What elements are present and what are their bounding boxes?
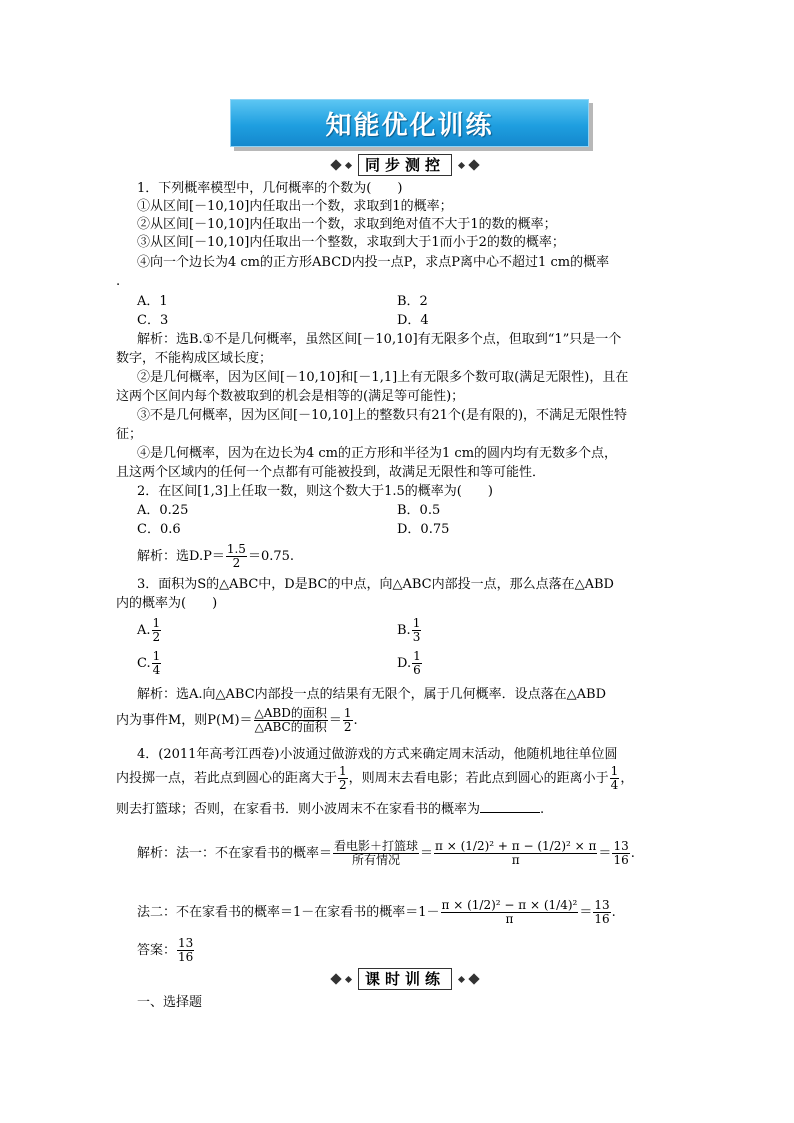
fraction-denominator: 2 (152, 630, 161, 644)
option-fraction (412, 617, 422, 644)
period: . (630, 846, 635, 861)
q1-solution-line: 征； (116, 427, 143, 442)
section-header-sync (329, 154, 481, 176)
option-label: D. (397, 656, 412, 671)
option-fraction (152, 650, 162, 677)
q1-solution-line: 且这两个区域内的任何一个点都有可能被投到，故满足无限性和等可能性． (116, 465, 546, 480)
method-prefix: 解析：法一：不在家看书的概率＝ (137, 846, 333, 861)
fraction-denominator: △ABC的面积 (254, 720, 327, 734)
q1-item-3: ③从区间[－10,10]内任取出一个整数，求取到大于1而小于2的数的概率； (137, 235, 565, 250)
fraction-numerator: 13 (613, 839, 629, 853)
diamond-icon (330, 973, 341, 984)
q1-stem: 1．下列概率模型中，几何概率的个数为( ) (137, 181, 403, 196)
equals-sign: ＝ (579, 905, 593, 920)
option-label: B. (397, 623, 411, 638)
fraction-denominator: 2 (339, 778, 347, 792)
diamond-icon (458, 975, 465, 982)
q3-solution-line: 解析：选A.向△ABC内部投一点的结果有无限个，属于几何概率．设点落在△ABD (137, 687, 607, 702)
fraction-denominator: 4 (610, 778, 619, 792)
stem-text: 内投掷一点，若此点到圆心的距离大于 (116, 771, 338, 786)
fraction-denominator: 2 (343, 720, 352, 734)
fraction-denominator: 2 (232, 556, 241, 570)
answer-blank (480, 800, 540, 813)
q1-solution-line: 数字，不能构成区域长度； (116, 351, 273, 366)
q3-stem-line: 内的概率为( ) (116, 596, 218, 611)
fraction-numerator: 看电影＋打篮球 (334, 839, 419, 853)
diamond-icon (458, 161, 465, 168)
period: . (353, 713, 358, 728)
q4-answer (137, 934, 195, 968)
method-1-result (612, 840, 629, 867)
diamond-icon (345, 975, 352, 982)
section-header-course (329, 968, 481, 990)
diamond-icon (345, 161, 352, 168)
q1-solution-line: ④是几何概率，因为在边长为4 cm的正方形和半径为1 cm的圆内均有无数多个点， (137, 446, 618, 461)
formula-prefix: 内为事件M，则P(M)＝ (116, 713, 253, 728)
fraction-denominator: 所有情况 (352, 853, 401, 867)
area-ratio-fraction (254, 707, 328, 734)
result-fraction (343, 707, 353, 734)
q3-solution-formula (116, 706, 358, 736)
fraction-numerator: △ABD的面积 (254, 706, 327, 720)
q2-option-d: D．0.75 (397, 522, 450, 537)
q3-option-c (137, 649, 162, 679)
fraction-numerator: 1 (412, 616, 421, 630)
fraction-numerator: 1.5 (226, 542, 246, 556)
equals-sign: ＝ (328, 713, 342, 728)
method-2-result (593, 899, 610, 926)
q2-option-c: C．0.6 (137, 522, 181, 537)
period: . (611, 905, 616, 920)
answer-fraction (177, 937, 194, 964)
fraction-numerator: π × (1/2)² + π − (1/2)² × π (435, 839, 597, 853)
fraction-numerator: 13 (178, 936, 194, 950)
q4-method-1 (137, 834, 635, 874)
fraction-numerator: 1 (610, 764, 619, 778)
option-fraction (152, 617, 162, 644)
q4-method-2 (137, 893, 616, 933)
q2-solution-suffix: ＝0.75. (247, 549, 295, 564)
fraction-denominator: 16 (594, 912, 610, 926)
q1-item-4-end: . (116, 274, 121, 289)
q1-option-b: B．2 (397, 294, 428, 309)
q1-solution-line: 这两个区间内每个数被取到的机会是相等的(满足等可能性)； (116, 389, 465, 404)
fraction-numerator: 1 (413, 649, 421, 663)
q1-solution-line: 解析：选B.①不是几何概率，虽然区间[－10,10]有无限多个点，但取到“1”只是一个 (137, 332, 622, 347)
section-title: 同步测控 (358, 154, 452, 176)
method-1-fraction (333, 840, 419, 867)
fraction-numerator: π × (1/2)² − π × (1/4)² (441, 898, 578, 912)
fraction-denominator: 3 (412, 630, 421, 644)
method-prefix: 法二：不在家看书的概率＝1－在家看书的概率＝1－ (137, 905, 440, 920)
fraction-denominator: π (505, 912, 514, 926)
part-heading: 一、选择题 (137, 995, 203, 1010)
option-label: C. (137, 656, 151, 671)
q1-solution-line: ③不是几何概率，因为区间[－10,10]上的整数只有21个(是有限的)，不满足无限性特 (137, 408, 628, 423)
q3-option-d (397, 649, 423, 679)
diamond-icon (468, 973, 479, 984)
q1-option-d: D．4 (397, 313, 429, 328)
section-title: 课时训练 (358, 968, 452, 990)
q2-solution (137, 541, 294, 573)
q4-stem-line: 4．(2011年高考江西卷)小波通过做游戏的方式来确定周末活动，他随机地往单位圆 (137, 747, 618, 762)
stem-fraction (338, 765, 348, 792)
q1-item-2: ②从区间[－10,10]内任取出一个数，求取到绝对值不大于1的数的概率； (137, 217, 557, 232)
fraction-denominator: 16 (613, 853, 629, 867)
q2-stem: 2．在区间[1,3]上任取一数，则这个数大于1.5的概率为( ) (137, 484, 493, 499)
method-2-expression (441, 899, 579, 926)
page-title: 知能优化训练 (325, 110, 494, 141)
q1-item-4: ④向一个边长为4 cm的正方形ABCD内投一点P，求点P离中心不超过1 cm的概率 (137, 255, 610, 270)
fraction-denominator: π (511, 853, 520, 867)
q1-option-c: C．3 (137, 313, 169, 328)
fraction-denominator: 6 (413, 663, 421, 677)
fraction-denominator: 4 (152, 663, 161, 677)
q2-option-b: B．0.5 (397, 503, 441, 518)
option-label: A. (137, 623, 151, 638)
fraction-numerator: 1 (152, 649, 161, 663)
fraction-denominator: 16 (178, 950, 194, 964)
title-banner (230, 99, 589, 147)
fraction-numerator: 13 (594, 898, 610, 912)
q3-stem-line: 3．面积为S的△ABC中，D是BC的中点，向△ABC内部投一点，那么点落在△ABD (137, 577, 614, 592)
diamond-icon (468, 159, 479, 170)
q1-item-1: ①从区间[－10,10]内任取出一个数，求取到1的概率； (137, 199, 453, 214)
fraction-numerator: 1 (152, 616, 161, 630)
equals-sign: ＝ (420, 846, 434, 861)
answer-label: 答案： (137, 943, 177, 958)
stem-text: 则去打篮球；否则，在家看书．则小波周末不在家看书的概率为 (116, 802, 481, 817)
option-fraction (412, 650, 422, 677)
q1-option-a: A．1 (137, 294, 168, 309)
stem-fraction (610, 765, 620, 792)
period: . (540, 802, 545, 817)
diamond-icon (330, 159, 341, 170)
q4-stem-line (116, 800, 544, 819)
q4-stem-line (116, 764, 633, 794)
q2-option-a: A．0.25 (137, 503, 189, 518)
stem-text: ， (620, 771, 634, 786)
q2-solution-prefix: 解析：选D.P＝ (137, 549, 225, 564)
method-1-expression (434, 840, 597, 867)
q3-option-a (137, 616, 162, 646)
q3-option-b (397, 616, 422, 646)
q2-solution-fraction (226, 543, 247, 570)
fraction-numerator: 1 (339, 764, 347, 778)
q1-solution-line: ②是几何概率，因为区间[－10,10]和[－1,1]上有无限多个数可取(满足无限性)，且在 (137, 370, 629, 385)
stem-text: ，则周末去看电影；若此点到圆心的距离小于 (348, 771, 609, 786)
fraction-numerator: 1 (343, 706, 352, 720)
equals-sign: ＝ (598, 846, 612, 861)
